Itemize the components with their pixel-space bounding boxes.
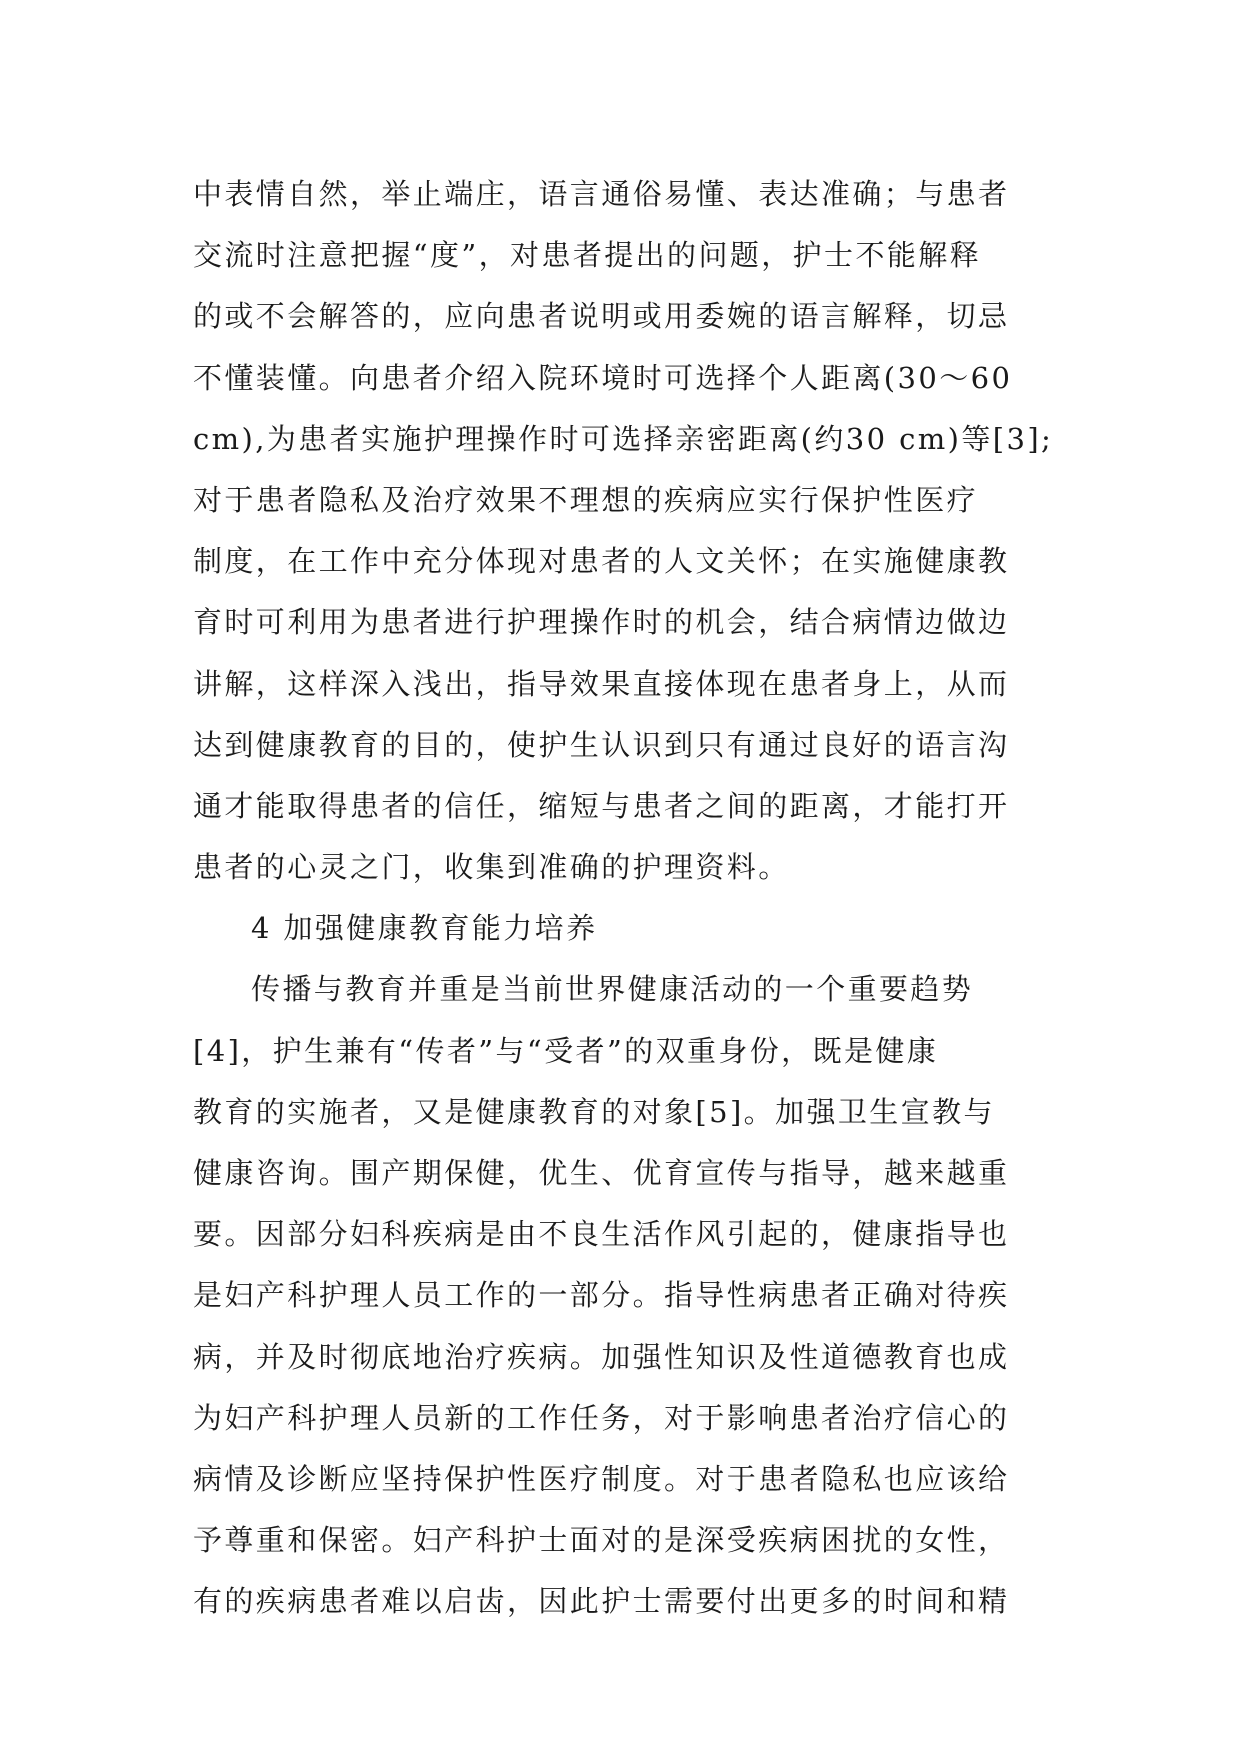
body-text-line: 中表情自然，举止端庄，语言通俗易懂、表达准确；与患者 [193, 177, 1010, 211]
body-text-line: 教育的实施者，又是健康教育的对象[5]。加强卫生宣教与 [193, 1094, 995, 1129]
body-text-line: 患者的心灵之门，收集到准确的护理资料。 [193, 850, 790, 885]
paragraph-first-line: 传播与教育并重是当前世界健康活动的一个重要趋势 [251, 972, 974, 1007]
body-text-line: 制度，在工作中充分体现对患者的人文关怀；在实施健康教 [193, 544, 1010, 579]
body-text-line: 病情及诊断应坚持保护性医疗制度。对于患者隐私也应该给 [193, 1461, 1010, 1496]
body-text-line: cm),为患者实施护理操作时可选择亲密距离(约30 cm)等[3]; [193, 421, 1054, 456]
body-text-line: 达到健康教育的目的，使护生认识到只有通过良好的语言沟 [193, 727, 1010, 762]
body-text-line: 讲解，这样深入浅出，指导效果直接体现在患者身上，从而 [193, 666, 1010, 701]
body-text-line: [4]，护生兼有“传者”与“受者”的双重身份，既是健康 [193, 1033, 939, 1068]
body-text-line: 要。因部分妇科疾病是由不良生活作风引起的，健康指导也 [193, 1217, 1010, 1252]
body-text-line: 病，并及时彻底地治疗疾病。加强性知识及性道德教育也成 [193, 1339, 1010, 1374]
document-body [193, 164, 1054, 1633]
body-text-line: 通才能取得患者的信任，缩短与患者之间的距离，才能打开 [193, 788, 1010, 823]
body-text-line: 不懂装懂。向患者介绍入院环境时可选择个人距离(30～60 [193, 360, 1013, 395]
body-text-line: 是妇产科护理人员工作的一部分。指导性病患者正确对待疾 [193, 1278, 1010, 1313]
body-text-line: 健康咨询。围产期保健，优生、优育宣传与指导，越来越重 [193, 1156, 1010, 1190]
body-text-line: 的或不会解答的，应向患者说明或用委婉的语言解释，切忌 [193, 299, 1010, 334]
body-text-line: 交流时注意把握“度”，对患者提出的问题，护士不能解释 [193, 238, 982, 273]
body-text-line: 育时可利用为患者进行护理操作时的机会，结合病情边做边 [193, 605, 1010, 640]
section-heading: 4 加强健康教育能力培养 [251, 911, 598, 946]
body-text-line: 予尊重和保密。妇产科护士面对的是深受疾病困扰的女性， [193, 1523, 1010, 1558]
body-text-line: 为妇产科护理人员新的工作任务，对于影响患者治疗信心的 [193, 1400, 1010, 1435]
body-text-line: 有的疾病患者难以启齿，因此护士需要付出更多的时间和精 [193, 1584, 1010, 1619]
body-text-line: 对于患者隐私及治疗效果不理想的疾病应实行保护性医疗 [193, 482, 979, 517]
